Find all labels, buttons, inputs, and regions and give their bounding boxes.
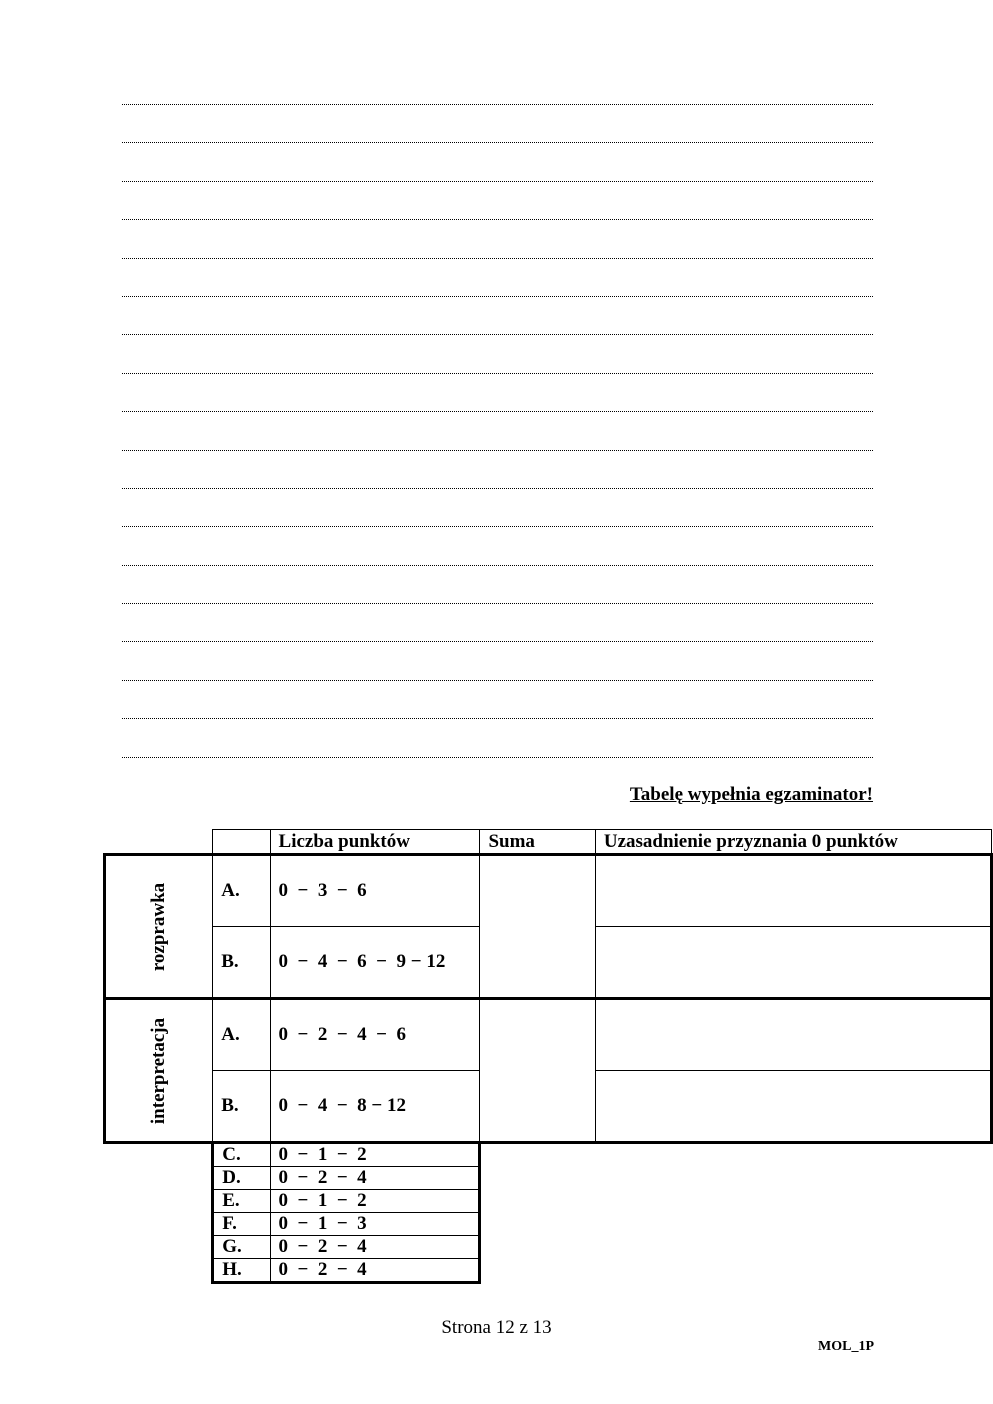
answer-line[interactable]: [122, 641, 873, 679]
justification-cell[interactable]: [595, 855, 991, 927]
empty-cell: [480, 1143, 992, 1167]
empty-cell: [105, 1213, 213, 1236]
row-points: 0 − 1 − 2: [270, 1190, 480, 1213]
row-letter: F.: [213, 1213, 270, 1236]
empty-cell: [105, 1190, 213, 1213]
row-points: 0 − 2 − 4 − 6: [270, 999, 480, 1071]
header-sum: Suma: [480, 830, 595, 855]
empty-cell: [105, 1143, 213, 1167]
table-row: [105, 1259, 992, 1283]
answer-line[interactable]: [122, 450, 873, 488]
answer-line[interactable]: [122, 334, 873, 372]
table-row: [105, 1190, 992, 1213]
answer-line[interactable]: [122, 526, 873, 564]
empty-cell: [480, 1259, 992, 1283]
group-label-cell: [105, 999, 213, 1143]
header-points: Liczba punktów: [270, 830, 480, 855]
answer-line[interactable]: [122, 219, 873, 257]
header-justification: Uzasadnienie przyznania 0 punktów: [595, 830, 991, 855]
group-label-cell: [105, 855, 213, 999]
group-label-rozprawka: rozprawka: [148, 882, 170, 971]
answer-line[interactable]: [122, 181, 873, 219]
header-empty-corner: [105, 830, 213, 855]
answer-line[interactable]: [122, 258, 873, 296]
table-row: [105, 855, 992, 927]
empty-cell: [480, 1213, 992, 1236]
row-points: 0 − 1 − 2: [270, 1143, 480, 1167]
row-points: 0 − 3 − 6: [270, 855, 480, 927]
row-letter: E.: [213, 1190, 270, 1213]
empty-cell: [105, 1167, 213, 1190]
score-table-header: [105, 830, 992, 855]
table-row: [105, 1213, 992, 1236]
justification-cell[interactable]: [595, 927, 991, 999]
answer-line[interactable]: [122, 565, 873, 603]
answer-lines[interactable]: [122, 104, 873, 795]
answer-line[interactable]: [122, 296, 873, 334]
answer-line[interactable]: [122, 680, 873, 718]
page-number: Strona 12 z 13: [441, 1317, 552, 1338]
answer-line[interactable]: [122, 718, 873, 756]
justification-cell[interactable]: [595, 999, 991, 1071]
answer-line[interactable]: [122, 488, 873, 526]
empty-cell: [105, 1259, 213, 1283]
exam-code: MOL_1P: [818, 1339, 874, 1354]
row-letter: D.: [213, 1167, 270, 1190]
empty-cell: [480, 1236, 992, 1259]
row-letter: H.: [213, 1259, 270, 1283]
table-row: [105, 1167, 992, 1190]
row-letter: A.: [213, 855, 270, 927]
answer-line[interactable]: [122, 373, 873, 411]
row-points: 0 − 1 − 3: [270, 1213, 480, 1236]
table-row: [105, 1236, 992, 1259]
empty-cell: [105, 1236, 213, 1259]
row-letter: A.: [213, 999, 270, 1071]
empty-cell: [480, 1190, 992, 1213]
answer-line[interactable]: [122, 104, 873, 142]
row-points: 0 − 2 − 4: [270, 1236, 480, 1259]
examiner-caption: Tabelę wypełnia egzaminator!: [629, 784, 873, 805]
row-letter: B.: [213, 927, 270, 999]
table-row: [105, 1143, 992, 1167]
row-points: 0 − 2 − 4: [270, 1259, 480, 1283]
header-empty-letter: [213, 830, 270, 855]
group-label-interpretacja: interpretacja: [148, 1017, 170, 1124]
table-row: [105, 999, 992, 1071]
row-points: 0 − 2 − 4: [270, 1167, 480, 1190]
sum-cell-rozprawka[interactable]: [480, 855, 595, 999]
answer-line[interactable]: [122, 411, 873, 449]
empty-cell: [480, 1167, 992, 1190]
answer-line[interactable]: [122, 603, 873, 641]
row-letter: B.: [213, 1071, 270, 1143]
row-letter: G.: [213, 1236, 270, 1259]
answer-line[interactable]: [122, 142, 873, 180]
row-letter: C.: [213, 1143, 270, 1167]
row-points: 0 − 4 − 8 − 12: [270, 1071, 480, 1143]
score-table: [103, 829, 993, 1284]
sum-cell-interpretacja[interactable]: [480, 999, 595, 1143]
justification-cell[interactable]: [595, 1071, 991, 1143]
row-points: 0 − 4 − 6 − 9 − 12: [270, 927, 480, 999]
